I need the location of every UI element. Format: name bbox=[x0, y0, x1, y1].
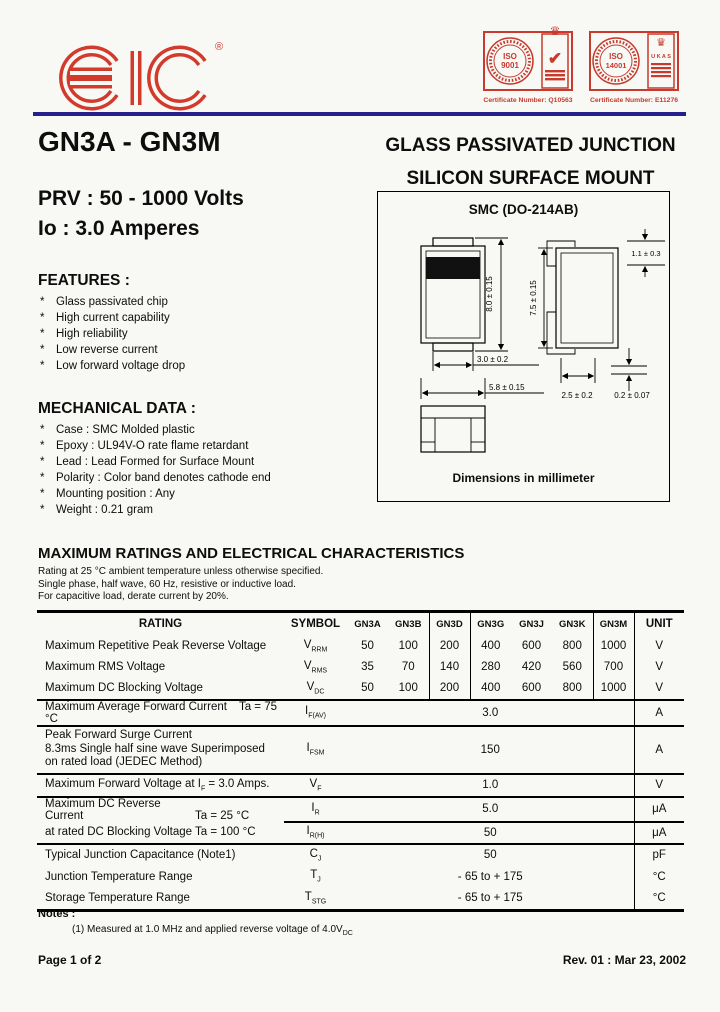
rating-label: Junction Temperature Range bbox=[45, 870, 193, 883]
crown-icon: ♛ bbox=[656, 37, 666, 49]
condition-line: For capacitive load, derate current by 20%. bbox=[38, 591, 229, 602]
header-divider bbox=[33, 112, 686, 116]
revision-date: Rev. 01 : Mar 23, 2002 bbox=[562, 953, 686, 967]
iso-text: ISO bbox=[609, 52, 623, 61]
col-header-unit: UNIT bbox=[634, 612, 684, 636]
value-cell: 400 bbox=[470, 636, 511, 657]
iso9001-stamp bbox=[482, 24, 574, 104]
ratings-table bbox=[37, 610, 684, 912]
feature-text: Glass passivated chip bbox=[56, 296, 168, 308]
table-row bbox=[37, 797, 684, 822]
table-row bbox=[37, 866, 684, 888]
bullet: * bbox=[40, 424, 45, 436]
col-header-symbol: SYMBOL bbox=[290, 618, 341, 631]
table-row bbox=[37, 726, 684, 774]
table-row bbox=[37, 844, 684, 866]
col-header-gn3b: GN3B bbox=[395, 618, 422, 630]
description-line-2: SILICON SURFACE MOUNT bbox=[406, 168, 655, 189]
symbol: $V_{RMS}$ bbox=[303, 659, 328, 675]
dim-lead-top: 1.1 ± 0.3 bbox=[631, 249, 661, 258]
unit-cell: μA bbox=[634, 822, 684, 844]
mechanical-data-heading: MECHANICAL DATA : bbox=[38, 400, 196, 417]
dim-overall-height: 8.0 ± 0.15 bbox=[485, 276, 494, 312]
package-outline-box bbox=[377, 191, 670, 502]
feature-text: High reliability bbox=[56, 328, 128, 340]
dim-tab-width: 3.0 ± 0.2 bbox=[477, 355, 509, 364]
list-item bbox=[40, 422, 271, 438]
value-cell: 200 bbox=[429, 678, 470, 700]
part-number-title: GN3A - GN3M bbox=[38, 126, 221, 157]
symbol: $T_J$ bbox=[310, 869, 321, 884]
page-number: Page 1 of 2 bbox=[38, 953, 102, 967]
col-header-gn3m: GN3M bbox=[593, 612, 634, 636]
dimensions-caption: Dimensions in millimeter bbox=[452, 471, 595, 485]
note-1: (1) Measured at 1.0 MHz and applied reverse voltage of $4.0V_{DC}$ bbox=[72, 924, 353, 937]
value-cell: 800 bbox=[562, 640, 582, 652]
dim-side-height: 7.5 ± 0.15 bbox=[529, 280, 538, 316]
condition-line: Rating at 25 °C ambient temperature unless otherwise specified. bbox=[38, 566, 324, 577]
rating-label: Storage Temperature Range bbox=[45, 892, 190, 905]
value-cell: 100 bbox=[388, 678, 429, 700]
rating-label: Typical Junction Capacitance (Note1) bbox=[45, 849, 236, 861]
table-row bbox=[37, 657, 684, 678]
test-condition: Ta = 25 °C bbox=[195, 809, 250, 822]
value-cell: 50 bbox=[361, 640, 374, 652]
rating-label: Maximum Repetitive Peak Reverse Voltage bbox=[45, 640, 267, 652]
dim-body-width: 5.8 ± 0.15 bbox=[489, 383, 525, 392]
value-cell: 50 bbox=[483, 849, 497, 861]
list-item bbox=[40, 310, 185, 326]
features-list bbox=[40, 294, 185, 374]
unit-cell: V bbox=[634, 678, 684, 700]
bullet: * bbox=[40, 472, 45, 484]
value-cell: - 65 to + 175 bbox=[457, 870, 523, 883]
package-drawing bbox=[381, 228, 666, 473]
col-header-gn3d: GN3D bbox=[429, 612, 470, 636]
ratings-heading: MAXIMUM RATINGS AND ELECTRICAL CHARACTERISTICS bbox=[38, 545, 465, 562]
bullet: * bbox=[40, 440, 45, 452]
bullet: * bbox=[40, 488, 45, 500]
unit-cell: °C bbox=[634, 888, 684, 911]
ratings-conditions bbox=[38, 566, 323, 604]
symbol: $I_{F(AV)}$ bbox=[284, 700, 347, 726]
iso9001-cert-number: Certificate Number: Q10563 bbox=[483, 97, 573, 104]
value-cell: 70 bbox=[401, 661, 415, 673]
dim-body-thickness: 2.5 ± 0.2 bbox=[561, 391, 593, 400]
mechanical-text: Mounting position : Any bbox=[56, 488, 175, 500]
table-header-row bbox=[37, 612, 684, 636]
description-line-1: GLASS PASSIVATED JUNCTION bbox=[385, 135, 676, 156]
value-cell: 200 bbox=[429, 636, 470, 657]
notes-heading: Notes : bbox=[38, 908, 76, 920]
list-item bbox=[40, 454, 271, 470]
prv-rating: PRV : 50 - 1000 Volts bbox=[38, 187, 244, 210]
unit-cell: pF bbox=[634, 844, 684, 866]
rating-label: Maximum RMS Voltage bbox=[45, 661, 166, 673]
col-header-gn3g: GN3G bbox=[470, 612, 511, 636]
value-cell: 35 bbox=[361, 661, 374, 673]
unit-cell: A bbox=[634, 700, 684, 726]
bullet: * bbox=[40, 296, 45, 308]
iso-text: ISO bbox=[503, 52, 517, 61]
test-condition: Ta = 75 °C bbox=[45, 700, 277, 725]
iso14001-stamp bbox=[588, 24, 680, 104]
feature-text: Low reverse current bbox=[56, 344, 158, 356]
table-row bbox=[37, 678, 684, 700]
table-row bbox=[37, 700, 684, 726]
list-item bbox=[40, 502, 271, 518]
value-cell: 5.0 bbox=[347, 797, 634, 822]
table-row bbox=[37, 774, 684, 797]
condition-line: Single phase, half wave, 60 Hz, resistive or inductive load. bbox=[38, 578, 296, 590]
rating-label: at rated DC Blocking Voltage Ta = 100 °C bbox=[37, 822, 284, 844]
rating-label: Maximum Average Forward Current Ta = 75 °C bbox=[37, 700, 284, 726]
test-condition: Ta = 100 °C bbox=[195, 826, 256, 838]
list-item bbox=[40, 486, 271, 502]
value-cell: 280 bbox=[470, 657, 511, 678]
value-cell: 1000 bbox=[593, 678, 634, 700]
value-cell: 700 bbox=[593, 657, 634, 678]
value-cell: 1.0 bbox=[347, 774, 634, 797]
value-cell: 50 bbox=[347, 822, 634, 844]
iso-number: 9001 bbox=[501, 61, 519, 70]
value-cell: 600 bbox=[521, 640, 542, 652]
unit-cell: V bbox=[634, 636, 684, 657]
feature-text: High current capability bbox=[56, 312, 170, 324]
bullet: * bbox=[40, 360, 45, 372]
bullet: * bbox=[40, 456, 45, 468]
value-cell: 3.0 bbox=[347, 700, 634, 726]
list-item bbox=[40, 294, 185, 310]
ukas-label: U K A S bbox=[651, 54, 671, 60]
value-cell: 100 bbox=[398, 640, 418, 652]
mechanical-text: Case : SMC Molded plastic bbox=[56, 424, 195, 436]
eic-logo bbox=[50, 36, 230, 116]
symbol: $C_J$ bbox=[309, 847, 322, 863]
dim-lead-thickness: 0.2 ± 0.07 bbox=[614, 391, 650, 400]
package-name: SMC (DO-214AB) bbox=[468, 202, 579, 217]
col-header-rating: RATING bbox=[138, 618, 183, 631]
bullet: * bbox=[40, 328, 45, 340]
value-cell: 800 bbox=[552, 678, 593, 700]
value-cell: - 65 to + 175 bbox=[457, 892, 523, 905]
col-header-gn3a: GN3A bbox=[354, 618, 381, 630]
rating-label: Maximum DC Blocking Voltage bbox=[37, 678, 284, 700]
bullet: * bbox=[40, 504, 45, 516]
value-cell: 600 bbox=[511, 678, 552, 700]
bullet: * bbox=[40, 344, 45, 356]
col-header-gn3k: GN3K bbox=[559, 618, 586, 630]
col-header-gn3j: GN3J bbox=[519, 618, 544, 630]
value-cell: 50 bbox=[347, 678, 388, 700]
crown-icon: ♛ bbox=[549, 24, 561, 38]
list-item bbox=[40, 358, 185, 374]
list-item bbox=[40, 326, 185, 342]
list-item bbox=[40, 342, 185, 358]
symbol: $I_{R(H)}$ bbox=[284, 822, 347, 844]
symbol: $V_{DC}$ bbox=[284, 678, 347, 700]
symbol: $T_{STG}$ bbox=[304, 891, 327, 906]
value-cell: 400 bbox=[470, 678, 511, 700]
table-row bbox=[37, 636, 684, 657]
value-cell: 140 bbox=[429, 657, 470, 678]
value-cell: 1000 bbox=[593, 636, 634, 657]
registered-mark: ® bbox=[215, 41, 224, 53]
symbol: $V_F$ bbox=[284, 774, 347, 797]
cathode-band bbox=[426, 257, 480, 279]
unit-cell: μA bbox=[634, 797, 684, 822]
features-heading: FEATURES : bbox=[38, 272, 130, 289]
mechanical-text: Lead : Lead Formed for Surface Mount bbox=[56, 456, 255, 468]
unit-cell: °C bbox=[634, 866, 684, 888]
mechanical-text: Polarity : Color band denotes cathode end bbox=[56, 472, 271, 484]
symbol: $I_{FSM}$ bbox=[284, 726, 347, 774]
rating-label: Maximum Forward Voltage at $I_F = 3.0$ Amps. bbox=[37, 774, 284, 797]
mechanical-text: Epoxy : UL94V-O rate flame retardant bbox=[56, 440, 249, 452]
value-cell: 420 bbox=[521, 661, 542, 673]
list-item bbox=[40, 438, 271, 454]
certification-stamps bbox=[482, 24, 680, 104]
io-rating: Io : 3.0 Amperes bbox=[38, 217, 200, 240]
mechanical-data-list bbox=[40, 422, 271, 518]
feature-text: Low forward voltage drop bbox=[56, 360, 186, 372]
unit-cell: V bbox=[634, 774, 684, 797]
value-cell: 560 bbox=[562, 661, 582, 673]
mechanical-text: Weight : 0.21 gram bbox=[56, 504, 153, 516]
symbol: $V_{RRM}$ bbox=[303, 638, 328, 654]
unit-cell: V bbox=[634, 657, 684, 678]
value-cell: 150 bbox=[347, 726, 634, 774]
device-description bbox=[373, 129, 688, 195]
check-icon: ✔ bbox=[547, 49, 563, 68]
iso-number: 14001 bbox=[605, 61, 627, 70]
list-item bbox=[40, 470, 271, 486]
rating-label: Maximum DC Reverse Current Ta = 25 °C bbox=[45, 797, 250, 822]
unit-cell: A bbox=[634, 726, 684, 774]
iso14001-cert-number: Certificate Number: E11276 bbox=[589, 97, 679, 104]
rating-label: Peak Forward Surge Current 8.3ms Single half sine wave Superimposed on rated load (JEDEC Method) bbox=[37, 726, 284, 774]
symbol: $I_R$ bbox=[284, 797, 347, 822]
iso14001-seal bbox=[588, 24, 680, 94]
iso9001-seal bbox=[482, 24, 574, 94]
bullet: * bbox=[40, 312, 45, 324]
table-row bbox=[37, 888, 684, 911]
table-row bbox=[37, 822, 684, 844]
